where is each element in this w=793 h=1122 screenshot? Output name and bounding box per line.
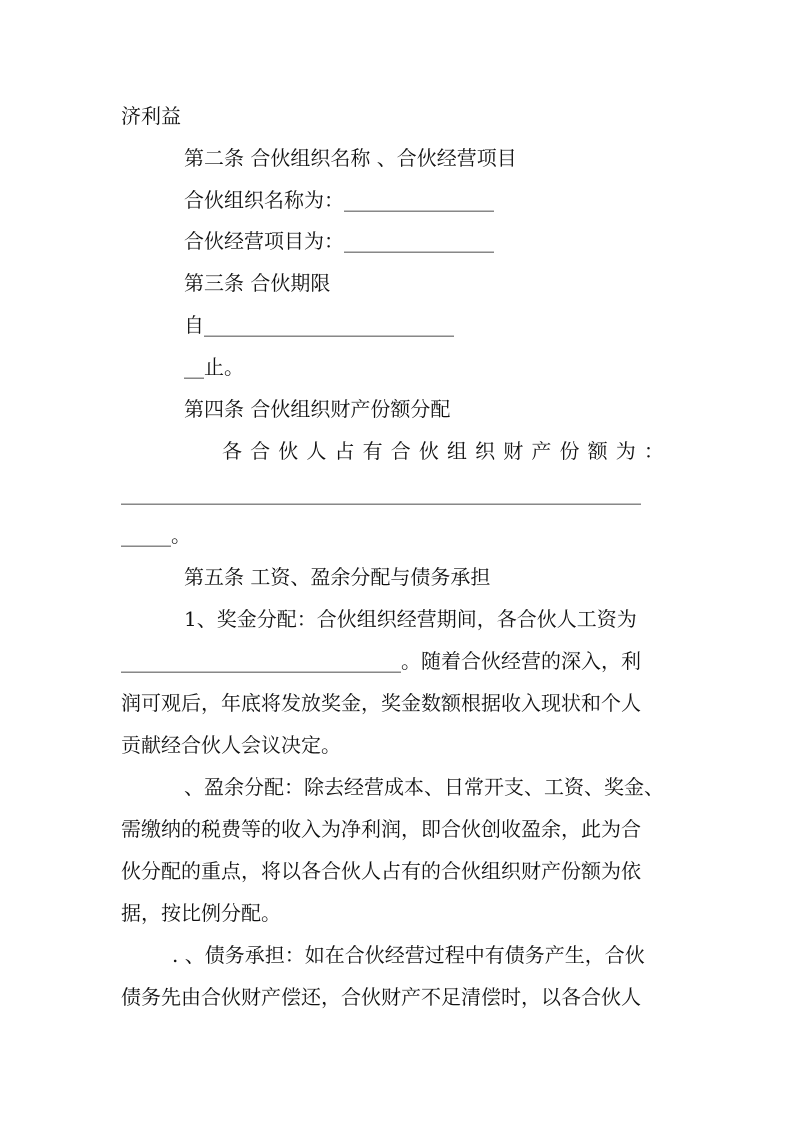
justified-char: 份 [559, 439, 580, 463]
paragraph-bonus-4: 贡献经合伙人会议决定。 [121, 733, 341, 757]
justified-char: 产 [531, 439, 552, 463]
paragraph-surplus-4: 据，按比例分配。 [121, 901, 281, 925]
paragraph-debt-2: 债务先由合伙财产偿还，合伙财产不足清偿时，以各合伙人 [121, 985, 641, 1009]
partnership-project-field: 合伙经营项目为：_______________ [184, 229, 494, 253]
justified-char: 伙 [278, 439, 299, 463]
article-5-heading: 第五条 工资、盈余分配与债务承担 [184, 565, 491, 589]
justified-char: 各 [222, 439, 242, 463]
paragraph-bonus-3: 润可观后，年底将发放奖金，奖金数额根据收入现状和个人 [121, 691, 641, 715]
blank-line-long: ____________________________________________________ [121, 481, 641, 505]
justified-char: 额 [587, 439, 608, 463]
blank-line-short: _____。 [121, 523, 191, 547]
justified-char: ： [643, 439, 664, 463]
paragraph-debt-1: . 、债务承担：如在合伙经营过程中有债务产生，合伙 [172, 943, 645, 967]
article-4-heading: 第四条 合伙组织财产份额分配 [184, 397, 451, 421]
justified-text [222, 439, 664, 463]
partnership-name-field: 合伙组织名称为：_______________ [184, 188, 494, 212]
justified-char: 合 [250, 439, 271, 463]
paragraph-surplus-1: 、盈余分配：除去经营成本、日常开支、工资、奖金、 [184, 775, 664, 799]
article-3-heading: 第三条 合伙期限 [184, 271, 331, 295]
justified-char: 伙 [418, 439, 439, 463]
paragraph-bonus-2: ____________________________。随着合伙经营的深入，利 [121, 649, 641, 673]
share-allocation-line [222, 439, 664, 463]
justified-char: 织 [475, 439, 496, 463]
paragraph-surplus-2: 需缴纳的税费等的收入为净利润，即合伙创收盈余，此为合 [121, 817, 641, 841]
justified-char: 人 [306, 439, 327, 463]
justified-char: 占 [334, 439, 355, 463]
justified-char: 有 [362, 439, 383, 463]
justified-char: 组 [447, 439, 467, 463]
justified-char: 合 [390, 439, 411, 463]
text-line-1: 济利益 [121, 104, 181, 128]
justified-char: 财 [503, 439, 524, 463]
paragraph-bonus-1: 1、奖金分配：合伙组织经营期间，各合伙人工资为 [184, 607, 637, 631]
paragraph-surplus-3: 伙分配的重点，将以各合伙人占有的合伙组织财产份额为依 [121, 859, 641, 883]
term-from-field: 自_________________________ [184, 313, 454, 337]
article-2-heading: 第二条 合伙组织名称 、合伙经营项目 [184, 146, 517, 170]
justified-char: 为 [615, 439, 636, 463]
term-until-field: __止。 [184, 355, 244, 379]
